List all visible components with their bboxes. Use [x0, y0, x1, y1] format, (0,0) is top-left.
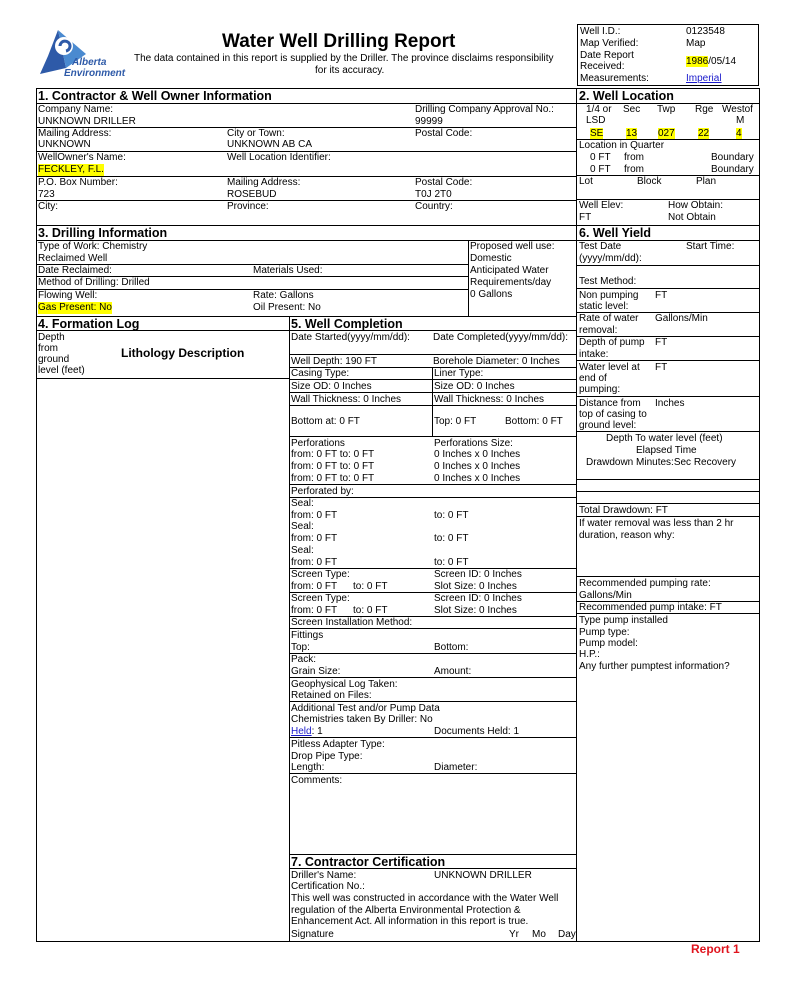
alberta-logo — [36, 24, 131, 86]
row1-from: from — [624, 152, 644, 163]
owner-mailing-label: Mailing Address: — [227, 177, 301, 188]
obtain-value: Not Obtain — [668, 212, 716, 223]
removal-note-1: If water removal was less than 2 hr — [579, 518, 734, 529]
distance-2: top of casing to — [579, 409, 647, 420]
type-of-work: Type of Work: Chemistry — [38, 241, 148, 252]
row1-ft: 0 FT — [590, 152, 611, 163]
divider — [289, 497, 577, 498]
divider — [36, 200, 577, 201]
divider — [576, 360, 760, 361]
casing-type: Casing Type: — [291, 368, 350, 379]
perf-size-1: 0 Inches x 0 Inches — [434, 449, 521, 460]
measurements-link[interactable]: Imperial — [686, 73, 722, 84]
drawdown-header: Drawdown Minutes:Sec Recovery — [586, 457, 737, 468]
screen-from-2: from: 0 FT — [291, 605, 338, 616]
company-value: UNKNOWN DRILLER — [38, 116, 136, 127]
po-box-value: 723 — [38, 189, 55, 200]
non-pumping-1: Non pumping — [579, 290, 639, 301]
divider — [36, 378, 289, 379]
anticipated-1: Anticipated Water — [470, 265, 549, 276]
divider — [576, 88, 577, 942]
mailing-label: Mailing Address: — [38, 128, 112, 139]
slot-size-1: Slot Size: 0 Inches — [434, 581, 517, 592]
divider — [289, 379, 577, 380]
seal-label-1: Seal: — [291, 498, 314, 509]
city-value: UNKNOWN AB CA — [227, 139, 313, 150]
row2-from: from — [624, 164, 644, 175]
anticipated-2: Requirements/day — [470, 277, 552, 288]
hp: H.P.: — [579, 649, 600, 660]
sec-label: Sec — [623, 104, 641, 115]
anticipated-value: 0 Gallons — [470, 289, 513, 300]
divider — [289, 354, 577, 355]
method: Method of Drilling: Drilled — [38, 277, 150, 288]
divider — [289, 737, 577, 738]
screen-to-1: to: 0 FT — [353, 581, 388, 592]
fit-bottom: Bottom: — [434, 642, 469, 653]
seal-from-3: from: 0 FT — [291, 557, 338, 568]
amount: Amount: — [434, 666, 472, 677]
removal-note-2: duration, reason why: — [579, 530, 675, 541]
water-level-unit: FT — [655, 362, 668, 373]
approval-label: Drilling Company Approval No.: — [415, 104, 554, 115]
approval-value: 99999 — [415, 116, 443, 127]
water-level-1: Water level at — [579, 362, 640, 373]
westof-label: Westof — [722, 104, 753, 115]
sec-value: 13 — [626, 128, 638, 139]
elapsed-time: Elapsed Time — [636, 445, 697, 456]
divider — [576, 396, 760, 397]
distance-3: ground level: — [579, 420, 637, 431]
start-time-label: Start Time: — [686, 241, 735, 252]
divider — [576, 479, 760, 480]
geo-log: Geophysical Log Taken: — [291, 679, 398, 690]
pump-type: Pump type: — [579, 627, 630, 638]
lithology-label: Lithology Description — [121, 346, 245, 360]
lot-label: Lot — [579, 176, 593, 187]
divider — [576, 576, 760, 577]
date-received-year: 1986 — [686, 56, 709, 67]
test-date-label: Test Date — [579, 241, 622, 252]
screen-from-1: from: 0 FT — [291, 581, 338, 592]
owner-postal-value: T0J 2T0 — [415, 189, 452, 200]
further-info: Any further pumptest information? — [579, 661, 730, 672]
driller-label: Driller's Name: — [291, 870, 357, 881]
distance-1: Distance from — [579, 398, 641, 409]
divider — [576, 503, 760, 504]
well-id-label: Well I.D.: — [580, 26, 621, 37]
postal-label: Postal Code: — [415, 128, 473, 139]
comments: Comments: — [291, 775, 343, 786]
disclaimer-line1: The data contained in this report is supplied by the Driller. The province disclaims responsibility — [134, 53, 554, 64]
screen-type-1: Screen Type: — [291, 569, 350, 580]
city2-label: City: — [38, 201, 58, 212]
divider — [289, 392, 577, 393]
depth-pump-1: Depth of pump — [579, 337, 645, 348]
held-row — [291, 726, 323, 738]
bottom: Bottom: 0 FT — [505, 416, 563, 427]
perf-row-1: from: 0 FT to: 0 FT — [291, 449, 375, 460]
rge-value: 22 — [698, 128, 710, 139]
held-link[interactable]: Held — [291, 726, 312, 737]
slot-size-2: Slot Size: 0 Inches — [434, 605, 517, 616]
perforations-label: Perforations — [291, 438, 345, 449]
divider — [576, 491, 760, 492]
quarter-label-2: LSD — [586, 115, 606, 126]
cert-statement: This well was constructed in accordance with the Water Well regulation of the Alberta Environmental Protection & Enhancement Act. All information in this report is true. — [291, 893, 559, 927]
obtain-label: How Obtain: — [668, 200, 724, 211]
section3-title: 3. Drilling Information — [38, 226, 168, 240]
well-id-value: 0123548 — [686, 26, 725, 37]
borehole: Borehole Diameter: 0 Inches — [433, 356, 560, 367]
m-label: M — [736, 115, 745, 126]
pack: Pack: — [291, 654, 317, 665]
non-pumping-2: static level: — [579, 301, 629, 312]
divider — [289, 484, 577, 485]
perf-size-2: 0 Inches x 0 Inches — [434, 461, 521, 472]
divider — [289, 405, 577, 406]
divider — [289, 316, 290, 942]
test-date-fmt: (yyyy/mm/dd): — [579, 253, 642, 264]
divider — [576, 613, 760, 614]
additional-1: Additional Test and/or Pump Data — [291, 703, 440, 714]
gas-present: Gas Present: No — [38, 302, 112, 313]
owner-mailing-value: ROSEBUD — [227, 189, 277, 200]
date-completed: Date Completed(yyyy/mm/dd): — [433, 332, 569, 343]
rec-intake: Recommended pump intake: FT — [579, 602, 722, 613]
section4-title: 4. Formation Log — [38, 317, 140, 331]
divider — [36, 330, 577, 331]
liner-type: Liner Type: — [434, 368, 484, 379]
province-label: Province: — [227, 201, 269, 212]
perf-row-3: from: 0 FT to: 0 FT — [291, 473, 375, 484]
drop-pipe: Drop Pipe Type: — [291, 751, 363, 762]
sig-yr: Yr — [509, 929, 519, 940]
bottom-at: Bottom at: 0 FT — [291, 416, 360, 427]
water-level-3: pumping: — [579, 384, 621, 395]
proposed-use: Domestic — [470, 253, 512, 264]
seal-to-2: to: 0 FT — [434, 533, 469, 544]
wall-2: Wall Thickness: 0 Inches — [434, 394, 545, 405]
report-number: Report 1 — [691, 942, 740, 956]
po-box-label: P.O. Box Number: — [38, 177, 118, 188]
rate-removal-2: removal: — [579, 325, 618, 336]
logo-line2: Environment — [64, 68, 126, 79]
rec-rate-2: Gallons/Min — [579, 590, 632, 601]
row1-boundary: Boundary — [711, 152, 754, 163]
perf-size-3: 0 Inches x 0 Inches — [434, 473, 521, 484]
oil-present: Oil Present: No — [253, 302, 321, 313]
divider — [289, 628, 577, 629]
water-level-2: end of — [579, 373, 607, 384]
seal-label-3: Seal: — [291, 545, 314, 556]
perf-size-label: Perforations Size: — [434, 438, 513, 449]
loc-id-label: Well Location Identifier: — [227, 152, 331, 163]
fittings: Fittings — [291, 630, 324, 641]
loc-in-quarter-label: Location in Quarter — [579, 140, 665, 151]
divider — [289, 677, 577, 678]
quarter-value: SE — [590, 128, 604, 139]
owner-label: WellOwner's Name: — [38, 152, 126, 163]
westof-value: 4 — [736, 128, 742, 139]
block-label: Block — [637, 176, 662, 187]
retained: Retained on Files: — [291, 690, 372, 701]
signature-label: Signature — [291, 929, 334, 940]
divider — [289, 701, 577, 702]
date-received-rest: /05/14 — [708, 56, 737, 67]
perforated-by: Perforated by: — [291, 486, 354, 497]
owner-value: FECKLEY, F.L. — [38, 164, 104, 175]
map-verified-label: Map Verified: — [580, 38, 639, 49]
section5-title: 5. Well Completion — [291, 317, 403, 331]
sig-mo: Mo — [532, 929, 546, 940]
top: Top: 0 FT — [434, 416, 477, 427]
test-method-label: Test Method: — [579, 276, 637, 287]
divider — [576, 265, 760, 266]
elev-label: Well Elev: — [579, 200, 624, 211]
docs-held: Documents Held: 1 — [434, 726, 520, 737]
country-label: Country: — [415, 201, 453, 212]
depth-label-1: Depth — [38, 332, 65, 343]
rec-rate-1: Recommended pumping rate: — [579, 578, 711, 589]
well-depth: Well Depth: 190 FT — [291, 356, 377, 367]
fit-top: Top: — [291, 642, 310, 653]
section7-title: 7. Contractor Certification — [291, 855, 446, 869]
divider — [576, 431, 760, 432]
wall-1: Wall Thickness: 0 Inches — [291, 394, 402, 405]
depth-label-4: level (feet) — [38, 365, 85, 376]
rate-removal-1: Rate of water — [579, 313, 639, 324]
owner-postal-label: Postal Code: — [415, 177, 473, 188]
twp-value: 027 — [658, 128, 675, 139]
sig-day: Day — [558, 929, 576, 940]
plan-label: Plan — [696, 176, 717, 187]
depth-pump-unit: FT — [655, 337, 668, 348]
rate: Rate: Gallons — [253, 290, 314, 301]
proposed-use-label: Proposed well use: — [470, 241, 555, 252]
divider — [289, 868, 577, 869]
section1-title: 1. Contractor & Well Owner Information — [38, 89, 272, 103]
size-od-1: Size OD: 0 Inches — [291, 381, 372, 392]
logo-line1: Alberta — [72, 57, 107, 68]
depth-label-2: from — [38, 343, 58, 354]
depth-to-water: Depth To water level (feet) — [606, 433, 723, 444]
elev-value: FT — [579, 212, 592, 223]
divider — [289, 773, 577, 774]
total-drawdown: Total Drawdown: FT — [579, 505, 668, 516]
size-od-2: Size OD: 0 Inches — [434, 381, 515, 392]
screen-type-2: Screen Type: — [291, 593, 350, 604]
disclaimer-line2: for its accuracy. — [315, 65, 385, 76]
screen-method: Screen Installation Method: — [291, 617, 413, 628]
city-label: City or Town: — [227, 128, 285, 139]
date-received-value — [686, 56, 736, 68]
additional-2: Chemistries taken By Driller: No — [291, 714, 433, 725]
depth-label-3: ground — [38, 354, 70, 365]
date-report-label: Date Report — [580, 50, 634, 61]
divider — [468, 240, 469, 316]
pump-installed: Type pump installed — [579, 615, 668, 626]
divider — [36, 289, 468, 290]
rate-removal-unit: Gallons/Min — [655, 313, 708, 324]
seal-from-1: from: 0 FT — [291, 510, 338, 521]
screen-id-2: Screen ID: 0 Inches — [434, 593, 522, 604]
rge-label: Rge — [695, 104, 714, 115]
date-started: Date Started(yyyy/mm/dd): — [291, 332, 410, 343]
company-label: Company Name: — [38, 104, 114, 115]
distance-unit: Inches — [655, 398, 685, 409]
measurements-label: Measurements: — [580, 73, 649, 84]
pitless: Pitless Adapter Type: — [291, 739, 385, 750]
divider — [289, 436, 577, 437]
section2-title: 2. Well Location — [579, 89, 674, 103]
seal-label-2: Seal: — [291, 521, 314, 532]
non-pumping-unit: FT — [655, 290, 668, 301]
twp-label: Twp — [657, 104, 676, 115]
row2-boundary: Boundary — [711, 164, 754, 175]
pump-model: Pump model: — [579, 638, 638, 649]
row2-ft: 0 FT — [590, 164, 611, 175]
section6-title: 6. Well Yield — [579, 226, 652, 240]
seal-to-3: to: 0 FT — [434, 557, 469, 568]
seal-from-2: from: 0 FT — [291, 533, 338, 544]
divider — [289, 653, 577, 654]
report-title: Water Well Drilling Report — [222, 31, 456, 52]
flowing-label: Flowing Well: — [38, 290, 98, 301]
divider — [576, 516, 760, 517]
reclaimed: Reclaimed Well — [38, 253, 108, 264]
mailing-value: UNKNOWN — [38, 139, 91, 150]
driller-value: UNKNOWN DRILLER — [434, 870, 532, 881]
divider — [576, 175, 760, 176]
perf-row-2: from: 0 FT to: 0 FT — [291, 461, 375, 472]
cert-no: Certification No.: — [291, 881, 365, 892]
date-reclaimed-label: Date Reclaimed: — [38, 265, 112, 276]
screen-id-1: Screen ID: 0 Inches — [434, 569, 522, 580]
length: Length: — [291, 762, 325, 773]
divider — [36, 127, 577, 128]
screen-to-2: to: 0 FT — [353, 605, 388, 616]
map-verified-value: Map — [686, 38, 706, 49]
quarter-label-1: 1/4 or — [586, 104, 612, 115]
grain: Grain Size: — [291, 666, 341, 677]
materials-label: Materials Used: — [253, 265, 323, 276]
diameter: Diameter: — [434, 762, 478, 773]
divider — [576, 288, 760, 289]
divider — [432, 367, 433, 436]
depth-pump-2: intake: — [579, 349, 609, 360]
held-value: : 1 — [311, 726, 323, 737]
received-label: Received: — [580, 61, 625, 72]
seal-to-1: to: 0 FT — [434, 510, 469, 521]
